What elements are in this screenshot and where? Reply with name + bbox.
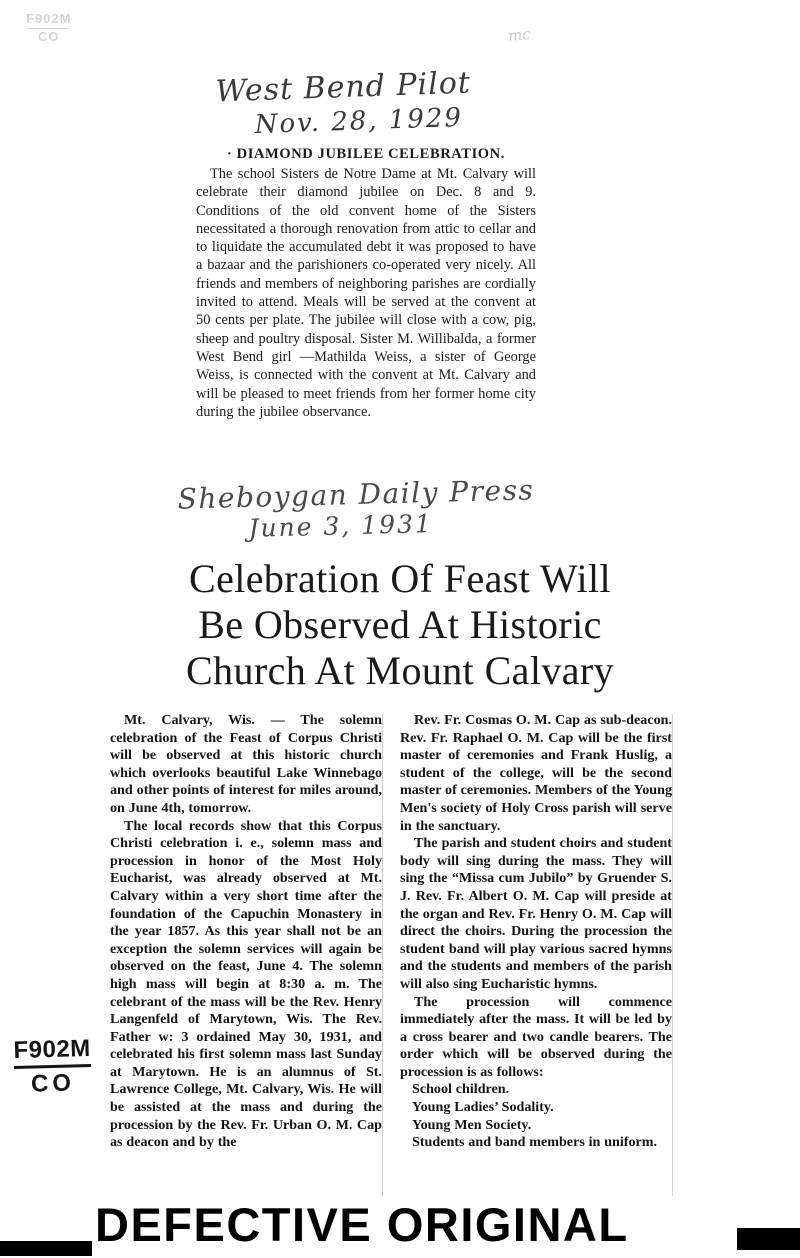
handwritten-source-caption-two [177, 473, 535, 544]
clipping-one-body: The school Sisters de Notre Dame at Mt. Calvary will celebrate their diamond jubilee on Dec. 8 and 9. Conditions of the old convent home of the Sisters necessitated a thorough renovation from attic to cellar and to liquidate the accumulated debt it was proposed to have a bazaar and the parishioners co-operated very nicely. All friends and members of neighboring parishes are cordially invited to attend. Meals will be served at the convent at 50 cents per plate. The jubilee will close with a cow, pig, sheep and poultry disposal. Sister M. Willibalda, a former West Bend girl —Mathilda Weiss, a sister of George Weiss, is connected with the convent at Mt. Calvary and will be pleased to meet friends from her former home city during the jubilee observance. [196, 166, 536, 420]
handwritten-publication-one: West Bend Pilot [214, 65, 472, 110]
archival-stamp-left-code: F902M [13, 1035, 92, 1065]
article-paragraph: Rev. Fr. Cosmas O. M. Cap as sub-deacon. Rev. Fr. Raphael O. M. Cap will be the first master of ceremonies and Frank Huslig, a student of the college, will be the second master of ceremonies. Members of the Young Men's society of Holy Cross parish will serve in the sanctuary. [400, 712, 672, 834]
archival-stamp-left-suffix: CO [30, 1069, 76, 1098]
handwritten-source-caption-one [215, 66, 473, 142]
archival-stamp-top-left [26, 12, 71, 45]
article-column-left [110, 712, 382, 1152]
clipping-diamond-jubilee [196, 146, 536, 421]
archival-stamp-left-margin [13, 1037, 92, 1097]
banner-black-mark-right [737, 1228, 800, 1250]
clipping-two-headline [100, 556, 700, 694]
clipping-right-edge-rule [672, 714, 673, 1202]
headline-line-2: Be Observed At Historic [198, 602, 602, 647]
banner-black-mark-left [0, 1241, 92, 1256]
handwritten-mark-top-right: mc [507, 24, 532, 46]
headline-line-1: Celebration Of Feast Will [188, 556, 611, 601]
article-paragraph: The local records show that this Corpus Christi celebration i. e., solemn mass and procession in honor of the Most Holy Eucharist, was already observed at Mt. Calvary within a very short time after the foundation of the Capuchin Monastery in the year 1857. As this year shall not be an exception the solemn services will again be observed on the feast, June 4. The solemn high mass will begin at 8:30 a. m. The celebrant of the mass will be the Rev. Henry Langenfeld of Marytown, Wis. The Rev. Father w: 3 ordained May 30, 1931, and celebrated his first solemn mass last Sunday at Marytown. He is an alumnus of St. Lawrence College, Mt. Calvary, Wis. He will be assisted at the mass and during the procession by the Rev. Fr. Urban O. M. Cap as deacon and by the [110, 817, 382, 1151]
handwritten-publication-two: Sheboygan Daily Press [177, 473, 535, 516]
article-paragraph: The procession will commence immediately after the mass. It will be led by a cross bearer and two candle bearers. The order which will be observed during the procession is as follows: [400, 993, 672, 1080]
handwritten-date-one: Nov. 28, 1929 [254, 102, 464, 141]
archival-stamp-top-left-code: F902M [26, 11, 72, 26]
article-column-right [400, 712, 672, 1152]
procession-order-item: Young Ladies’ Sodality. [412, 1099, 554, 1116]
column-divider-rule [382, 714, 383, 1202]
headline-line-3: Church At Mount Calvary [185, 648, 615, 693]
article-paragraph: The parish and student choirs and student body will sing during the mass. They will sing the “Missa cum Jubilo” by Gruender S. J. Rev. Fr. Albert O. M. Cap will preside at the organ and Rev. Fr. Henry O. M. Cap will direct the choirs. During the procession the student band will play various sacred hymns and the students and members of the parish will also sing Eucharistic hymns. [400, 835, 672, 992]
clipping-one-headline: · DIAMOND JUBILEE CELEBRATION. [227, 146, 505, 162]
defective-original-banner [0, 1196, 800, 1258]
procession-order-item: School children. [412, 1081, 510, 1098]
procession-order-item: Young Men Society. [412, 1116, 532, 1133]
procession-order-item: Students and band members in uniform. [412, 1134, 658, 1151]
article-paragraph: Mt. Calvary, Wis. — The solemn celebration of the Feast of Corpus Christi will be observed at this historic church which overlooks beautiful Lake Winnebago and other points of interest for miles around, on June 4th, tomorrow. [110, 712, 382, 816]
archival-stamp-top-left-suffix: CO [37, 28, 60, 44]
clipping-two-article [110, 712, 672, 1152]
handwritten-date-two: June 3, 1931 [248, 509, 434, 543]
archival-stamp-left-rule [14, 1064, 91, 1069]
banner-text: DEFECTIVE ORIGINAL [95, 1198, 629, 1251]
